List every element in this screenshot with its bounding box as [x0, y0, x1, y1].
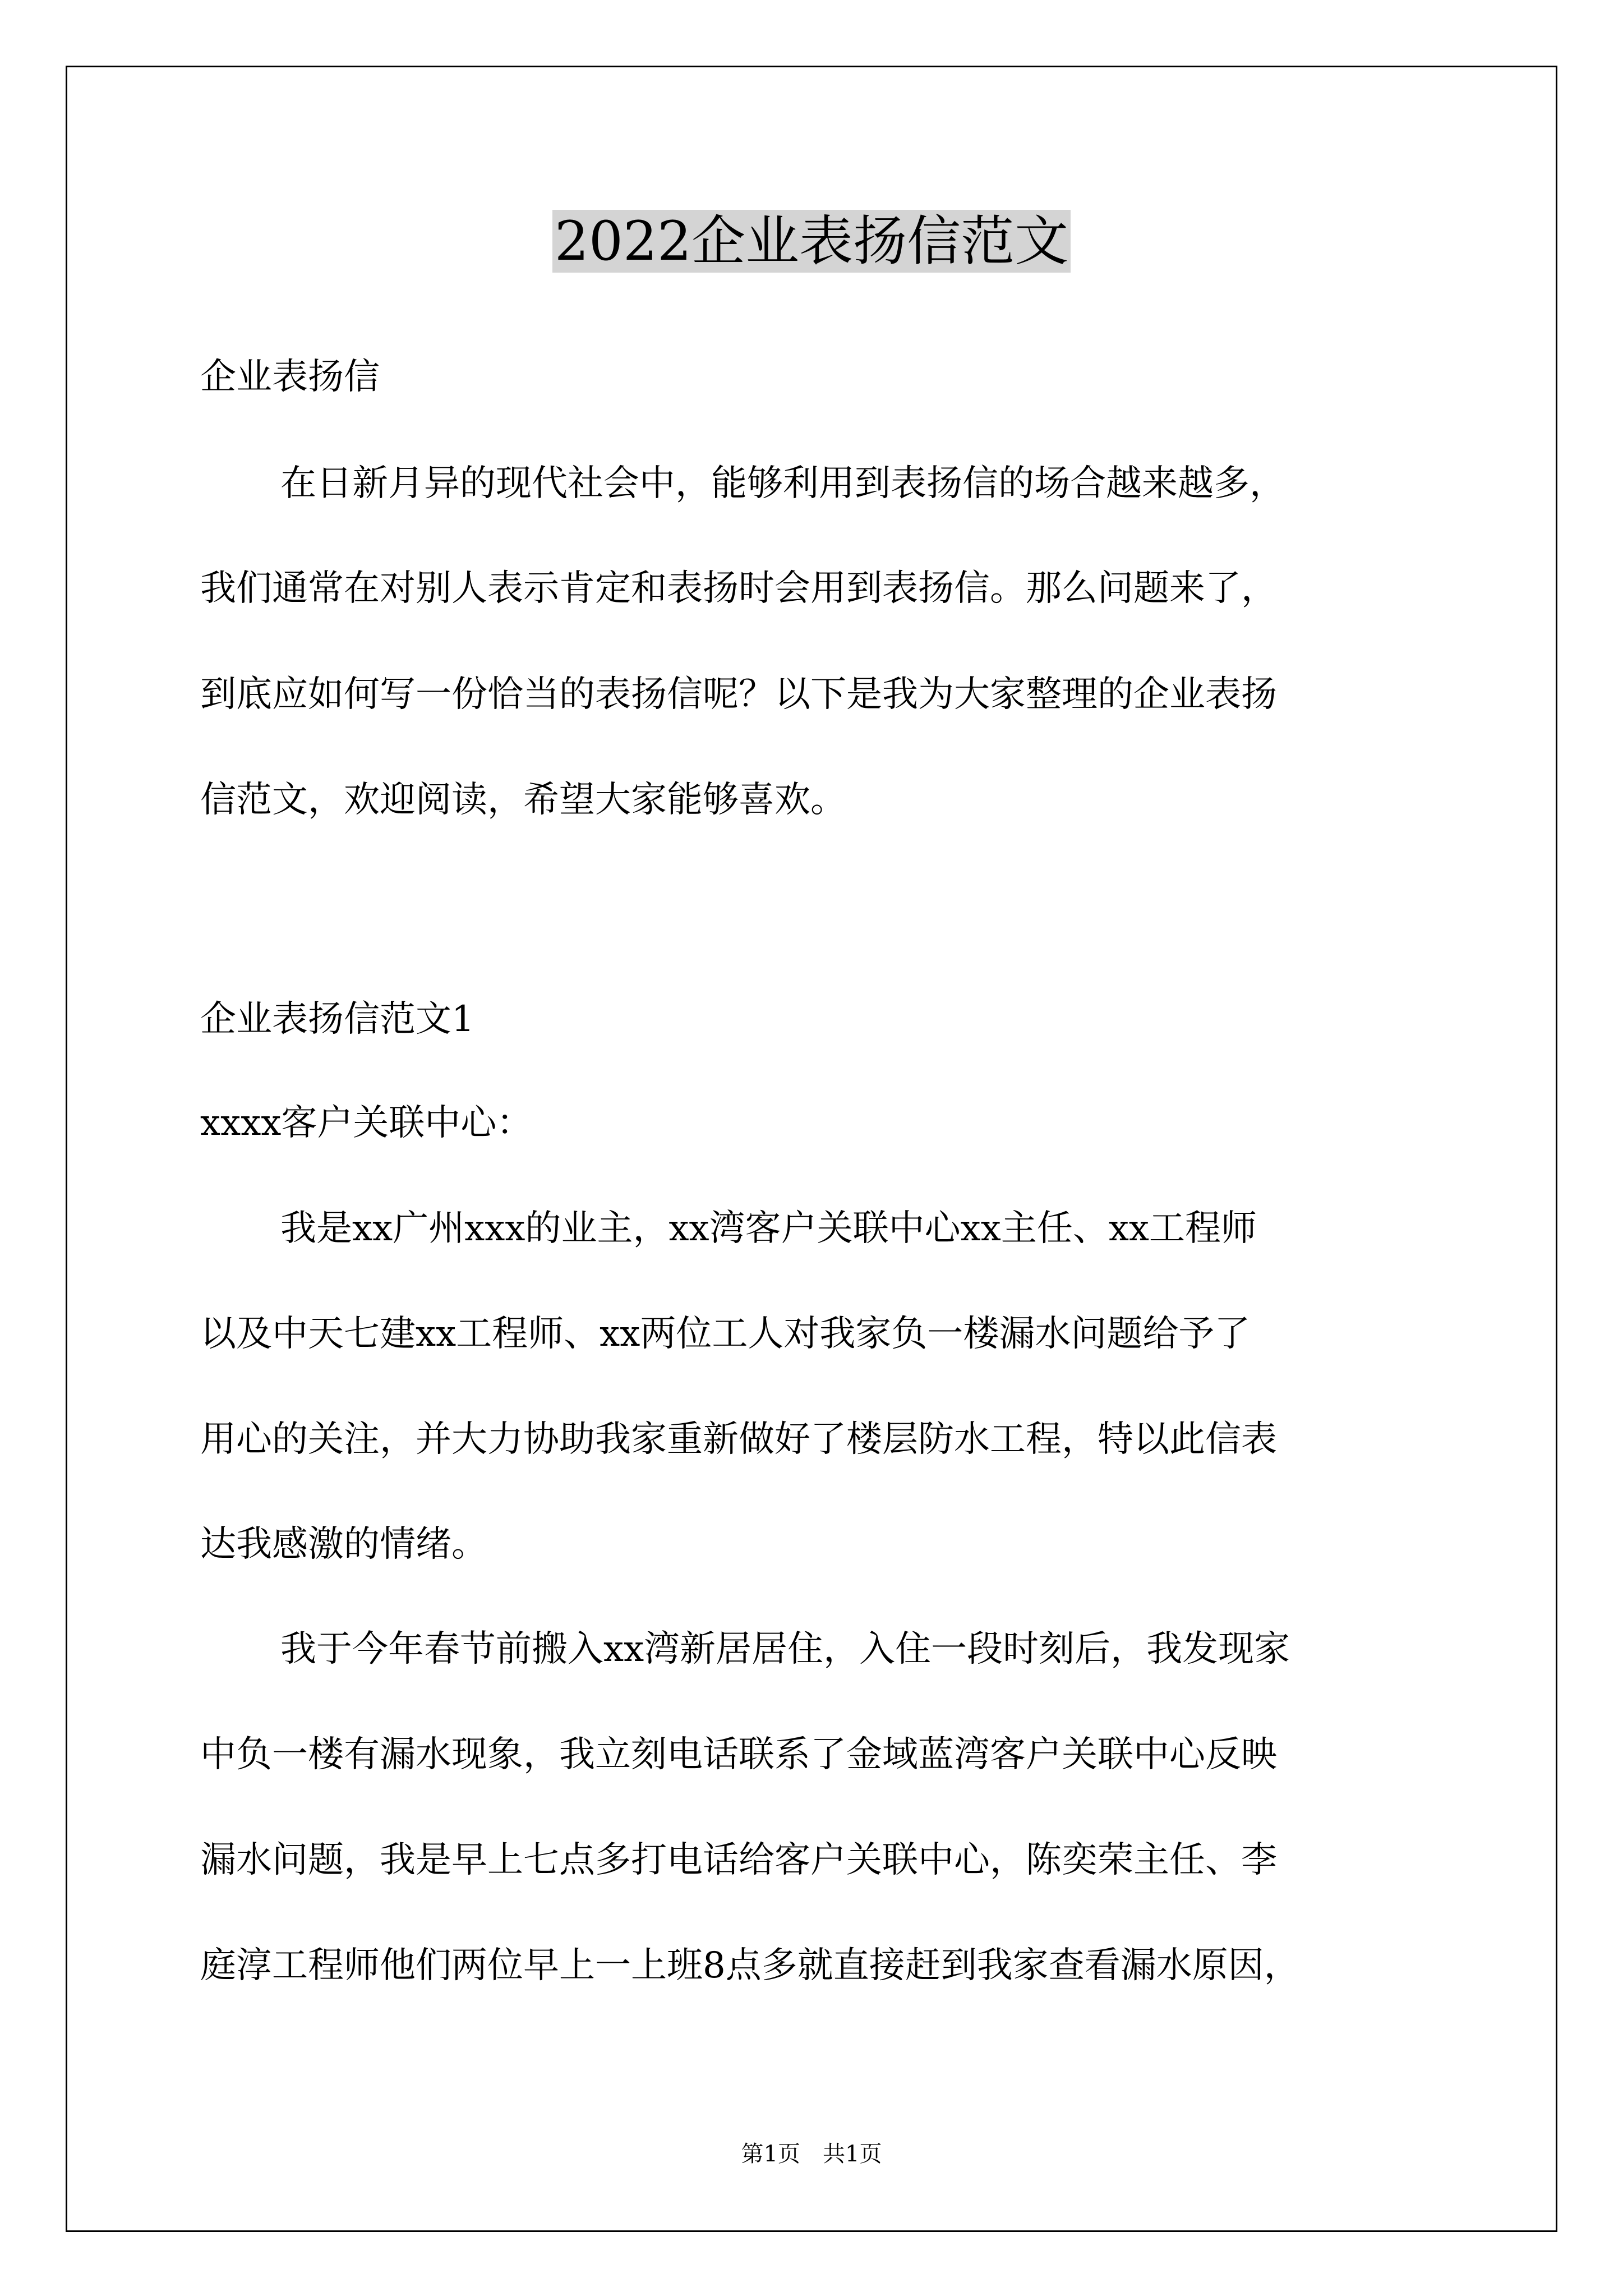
paragraph2-line-4: 庭淳工程师他们两位早上一上班8点多就直接赶到我家查看漏水原因， [200, 1945, 1300, 1986]
sample-heading: 企业表扬信范文1 [200, 999, 474, 1040]
paragraph2-line-1: 我于今年春节前搬入xx湾新居居住，入住一段时刻后，我发现家 [280, 1628, 1290, 1670]
paragraph1-line-4: 达我感激的情绪。 [200, 1524, 487, 1565]
intro-line-1: 在日新月异的现代社会中，能够利用到表扬信的场合越来越多， [280, 463, 1285, 504]
intro-line-2: 我们通常在对别人表示肯定和表扬时会用到表扬信。那么问题来了， [200, 568, 1277, 609]
section-heading: 企业表扬信 [200, 356, 380, 398]
salutation: xxxx客户关联中心： [200, 1102, 533, 1144]
paragraph1-line-2: 以及中天七建xx工程师、xx两位工人对我家负一楼漏水问题给予了 [200, 1313, 1251, 1355]
paragraph2-line-2: 中负一楼有漏水现象，我立刻电话联系了金域蓝湾客户关联中心反映 [200, 1734, 1277, 1775]
document-title [0, 205, 1623, 278]
paragraph1-line-1: 我是xx广州xxx的业主，xx湾客户关联中心xx主任、xx工程师 [280, 1208, 1257, 1249]
page-footer: 第1页 共1页 [741, 2141, 882, 2167]
document-title-text: 2022企业表扬信范文 [552, 210, 1071, 273]
intro-line-4: 信范文，欢迎阅读，希望大家能够喜欢。 [200, 779, 846, 821]
intro-line-3: 到底应如何写一份恰当的表扬信呢？以下是我为大家整理的企业表扬 [200, 674, 1277, 715]
paragraph2-line-3: 漏水问题，我是早上七点多打电话给客户关联中心，陈奕荣主任、李 [200, 1839, 1277, 1881]
paragraph1-line-3: 用心的关注，并大力协助我家重新做好了楼层防水工程，特以此信表 [200, 1419, 1277, 1460]
